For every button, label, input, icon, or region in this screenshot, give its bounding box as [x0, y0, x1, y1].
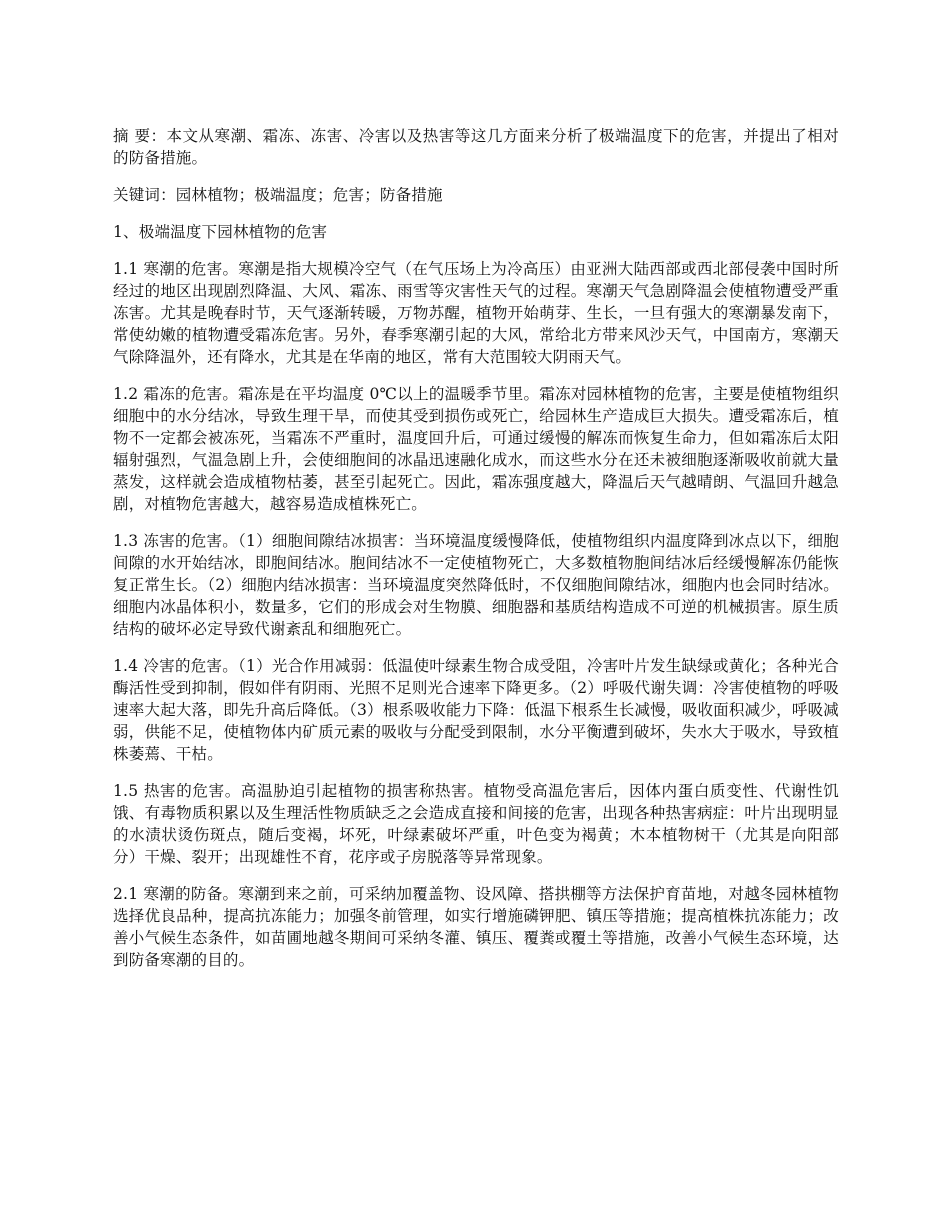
abstract: 摘 要：本文从寒潮、霜冻、冻害、冷害以及热害等这几方面来分析了极端温度下的危害，并提出了相对的防备措施。: [113, 127, 839, 167]
section-heading: 1、极端温度下园林植物的危害: [113, 223, 328, 241]
paragraph-cold-wave-hazard: 1.1 寒潮的危害。寒潮是指大规模冷空气（在气压场上为冷高压）由亚洲大陆西部或西北部侵袭中国时所经过的地区出现剧烈降温、大风、霜冻、雨雪等灾害性天气的过程。寒潮天气急剧降温会使植物遭受严重冻害。尤其是晚春时节，天气逐渐转暖，万物苏醒，植物开始萌芽、生长，一旦有强大的寒潮暴发南下，常使幼嫩的植物遭受霜冻危害。另外，春季寒潮引起的大风，常给北方带来风沙天气，中国南方，寒潮天气除降温外，还有降水，尤其是在华南的地区，常有大范围较大阴雨天气。: [113, 260, 839, 366]
paragraph-cold-wave-prevention: 2.1 寒潮的防备。寒潮到来之前，可采纳加覆盖物、设风障、搭拱棚等方法保护育苗地，对越冬园林植物选择优良品种，提高抗冻能力；加强冬前管理，如实行增施磷钾肥、镇压等措施；提高植株抗冻能力；改善小气候生态条件，如苗圃地越冬期间可采纳冬灌、镇压、覆粪或覆土等措施，改善小气候生态环境，达到防备寒潮的目的。: [113, 885, 839, 969]
paragraph-chilling-hazard: 1.4 冷害的危害。（1）光合作用减弱：低温使叶绿素生物合成受阻，冷害叶片发生缺绿或黄化；各种光合酶活性受到抑制，假如伴有阴雨、光照不足则光合速率下降更多。（2）呼吸代谢失调：冷害使植物的呼吸速率大起大落，即先升高后降低。（3）根系吸收能力下降：低温下根系生长减慢，吸收面积减少，呼吸减弱，供能不足，使植物体内矿质元素的吸收与分配受到限制，水分平衡遭到破坏，失水大于吸水，导致植株萎蔫、干枯。: [113, 657, 839, 763]
keywords: 关键词：园林植物；极端温度；危害；防备措施: [113, 186, 443, 204]
paragraph-heat-hazard: 1.5 热害的危害。高温胁迫引起植物的损害称热害。植物受高温危害后，因体内蛋白质变性、代谢性饥饿、有毒物质积累以及生理活性物质缺乏之会造成直接和间接的危害，出现各种热害病症：叶片出现明显的水渍状烫伤斑点，随后变褐，坏死，叶绿素破坏严重，叶色变为褐黄；木本植物树干（尤其是向阳部分）干燥、裂开；出现雄性不育，花序或子房脱落等异常现象。: [113, 782, 839, 866]
document-body: [113, 125, 839, 986]
paragraph-freeze-hazard: 1.3 冻害的危害。（1）细胞间隙结冰损害：当环境温度缓慢降低，使植物组织内温度降到冰点以下，细胞间隙的水开始结冰，即胞间结冰。胞间结冰不一定使植物死亡，大多数植物胞间结冰后经缓慢解冻仍能恢复正常生长。（2）细胞内结冰损害：当环境温度突然降低时，不仅细胞间隙结冰，细胞内也会同时结冰。细胞内冰晶体积小，数量多，它们的形成会对生物膜、细胞器和基质结构造成不可逆的机械损害。原生质结构的破坏必定导致代谢紊乱和细胞死亡。: [113, 532, 839, 638]
paragraph-frost-hazard: 1.2 霜冻的危害。霜冻是在平均温度 0℃以上的温暖季节里。霜冻对园林植物的危害，主要是使植物组织细胞中的水分结冰，导致生理干旱，而使其受到损伤或死亡，给园林生产造成巨大损失。遭受霜冻后，植物不一定都会被冻死，当霜冻不严重时，温度回升后，可通过缓慢的解冻而恢复生命力，但如霜冻后太阳辐射强烈，气温急剧上升，会使细胞间的冰晶迅速融化成水，而这些水分在还未被细胞逐渐吸收前就大量蒸发，这样就会造成植物枯萎，甚至引起死亡。因此，霜冻强度越大，降温后天气越晴朗、气温回升越急剧，对植物危害越大，越容易造成植株死亡。: [113, 385, 839, 513]
